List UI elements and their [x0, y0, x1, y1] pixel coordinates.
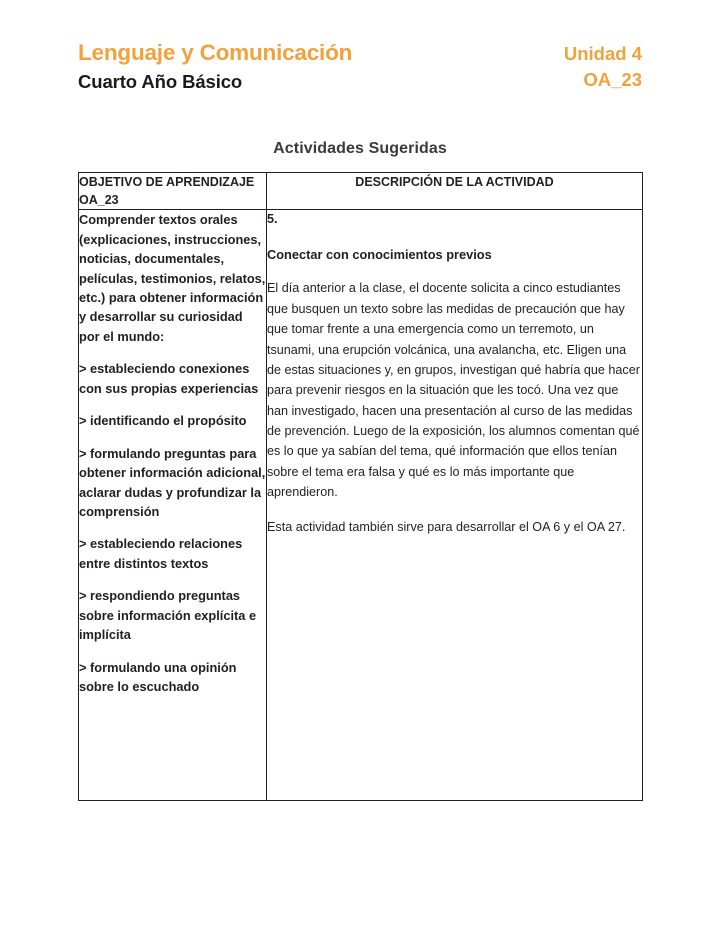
activity-number: 5.: [267, 212, 278, 227]
subject-title: Lenguaje y Comunicación: [78, 40, 353, 65]
table-header-row: [79, 173, 643, 210]
objective-cell: [79, 210, 267, 801]
objective-bullet-1: > estableciendo conexiones con sus propias experiencias: [79, 361, 259, 396]
description-cell: [267, 210, 643, 801]
grade-level-title: Cuarto Año Básico: [78, 70, 243, 92]
activities-table: [78, 172, 643, 801]
table-row: [79, 210, 643, 801]
activity-paragraph-1: El día anterior a la clase, el docente solicita a cinco estudiantes que busquen un texto sobre las medidas de precaución que hay que tomar frente a una emergencia como un terremoto, un tsunami, una erupción volcánica, una avalancha, etc. Eligen una de estas situaciones y, en grupos, investigan qué habría que hacer para prevenir riesgos en la situación que les tocó. Una vez que han investigado, hacen una presentación al curso de las medidas de prevención. Luego de la exposición, los alumnos comentan qué es lo que ya sabían del tema, qué información que ellos tenían sobre el tema era falsa y qué es lo más importante que aprendieron.: [267, 281, 640, 500]
document-header: [78, 40, 642, 93]
column-header-description: DESCRIPCIÓN DE LA ACTIVIDAD: [267, 173, 643, 210]
header-left-group: [78, 40, 352, 93]
objective-bullet-4: > estableciendo relaciones entre distintos textos: [79, 536, 243, 571]
section-title: Actividades Sugeridas: [273, 140, 447, 157]
objective-bullet-3: > formulando preguntas para obtener información adicional, aclarar dudas y profundizar la comprensión: [79, 445, 266, 519]
objective-bullet-2: > identificando el propósito: [79, 413, 247, 429]
objective-intro-text: Comprender textos orales (explicaciones, instrucciones, noticias, documentales, películas, testimonios, relatos, etc.) para obtener información y desarrollar su curiosidad por el mundo:: [79, 212, 266, 344]
column-header-objective: OBJETIVO DE APRENDIZAJE OA_23: [79, 173, 267, 210]
unit-label: Unidad 4: [563, 43, 642, 64]
objective-bullet-5: > respondiendo preguntas sobre información explícita e implícita: [79, 588, 257, 643]
oa-code-label: OA_23: [583, 69, 642, 91]
activity-subtitle: Conectar con conocimientos previos: [267, 247, 492, 263]
activity-paragraph-2: Esta actividad también sirve para desarrollar el OA 6 y el OA 27.: [267, 519, 626, 534]
objective-bullet-6: > formulando una opinión sobre lo escuchado: [79, 659, 237, 694]
header-right-group: [564, 43, 642, 91]
